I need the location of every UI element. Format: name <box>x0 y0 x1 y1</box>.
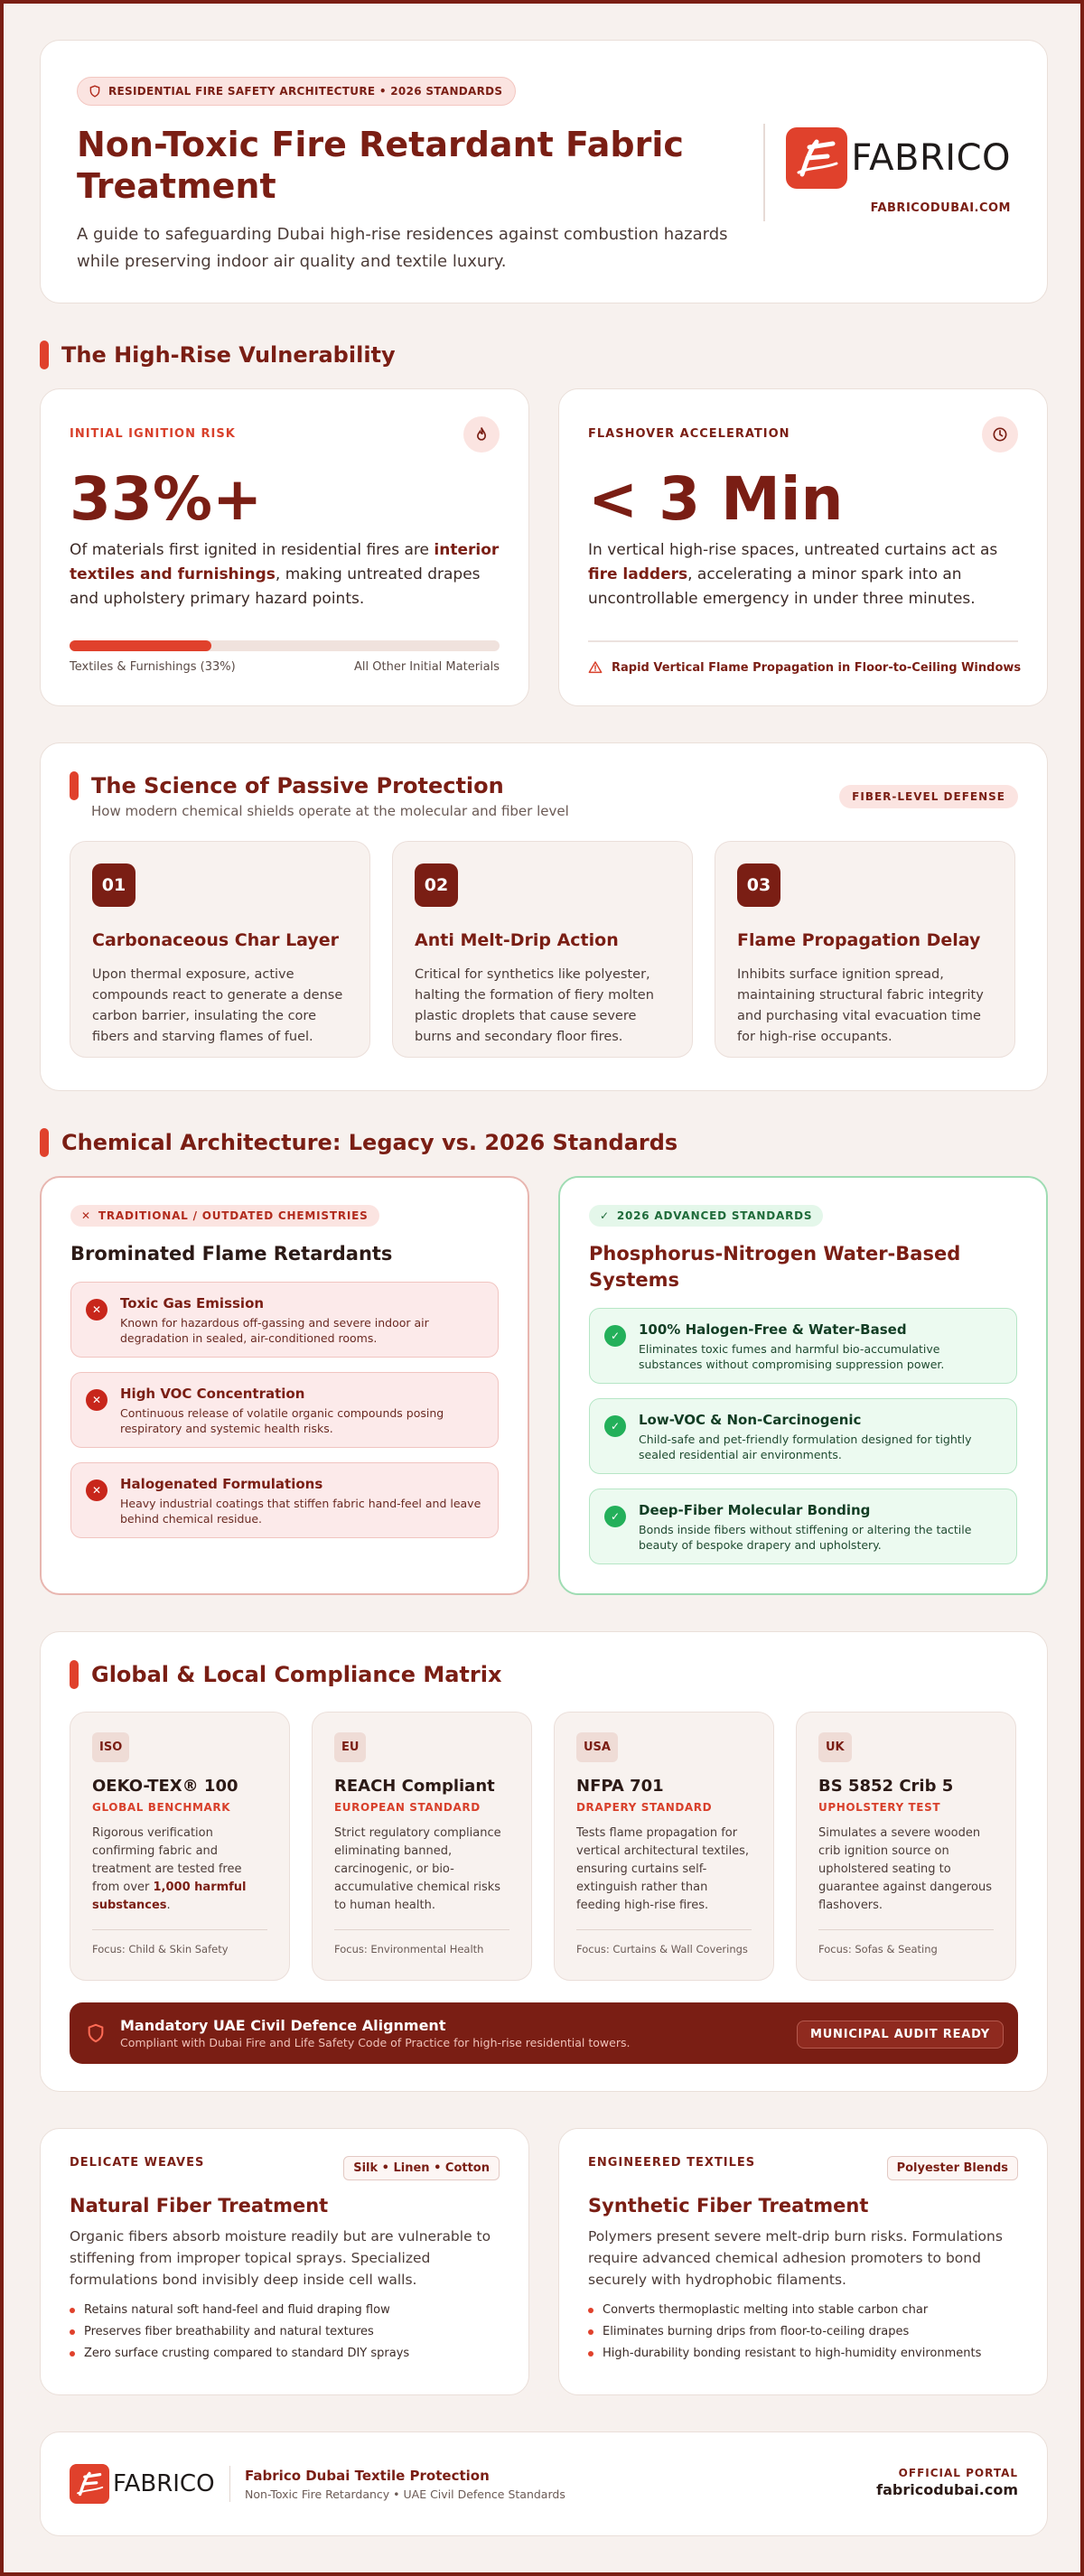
advanced-item <box>589 1398 1017 1474</box>
footer-brand-logo[interactable] <box>70 2464 215 2504</box>
advanced-item <box>589 1489 1017 1564</box>
standard-focus: Focus: Curtains & Wall Coverings <box>576 1929 752 1955</box>
audit-ready-button[interactable]: MUNICIPAL AUDIT READY <box>797 2021 1004 2049</box>
standard-text: Strict regulatory compliance eliminating banned, carcinogenic, or bio-accumulative chemical risks to human health. <box>334 1826 501 1912</box>
science-card-text: Critical for synthetics like polyester, halting the formation of fiery molten plastic droplets that cause severe burns and secondary floor fires. <box>415 967 654 1044</box>
fabrico-logo-icon <box>70 2464 109 2504</box>
step-number: 02 <box>415 863 458 907</box>
heading-accent-bar <box>70 771 79 800</box>
website-link[interactable]: FABRICODUBAI.COM <box>870 201 1011 215</box>
check-icon: ✓ <box>604 1506 626 1527</box>
heading-accent-bar <box>70 1660 79 1689</box>
close-icon: ✕ <box>81 1209 91 1222</box>
standard-name: REACH Compliant <box>334 1777 495 1796</box>
compliance-title: Global & Local Compliance Matrix <box>91 1662 502 1687</box>
flashover-value: < 3 Min <box>588 464 844 534</box>
progress-label-left: Textiles & Furnishings (33%) <box>70 660 236 674</box>
shield-icon <box>86 2023 106 2043</box>
science-card <box>70 841 370 1058</box>
brand-name: FABRICO <box>851 137 1011 179</box>
standard-name: NFPA 701 <box>576 1777 664 1796</box>
fiber-title: Synthetic Fiber Treatment <box>588 2195 869 2217</box>
science-card <box>392 841 693 1058</box>
advanced-item-text: Bonds inside fibers without stiffening or altering the tactile beauty of bespoke drapery and upholstery. <box>639 1523 972 1552</box>
shield-icon <box>89 85 101 98</box>
science-card-title: Carbonaceous Char Layer <box>92 930 340 950</box>
standard-card <box>312 1712 532 1981</box>
footer <box>40 2431 1048 2536</box>
legacy-chip-label: TRADITIONAL / OUTDATED CHEMISTRIES <box>98 1209 369 1222</box>
list-item: Eliminates burning drips from floor-to-ceiling drapes <box>588 2325 1018 2347</box>
flame-icon <box>463 416 500 453</box>
advanced-item-title: Deep-Fiber Molecular Bonding <box>639 1502 871 1518</box>
flashover-warning-text: Rapid Vertical Flame Propagation in Floor-to-Ceiling Windows <box>612 660 1022 675</box>
fiber-text: Organic fibers absorb moisture readily but are vulnerable to stiffening from improper topical sprays. Specialized formulations bond invisibly deep inside cell walls. <box>70 2228 491 2288</box>
ignition-value: 33%+ <box>70 464 263 534</box>
standard-text: Tests flame propagation for vertical architectural textiles, ensuring curtains self-extinguish rather than feeding high-rise fires. <box>576 1826 750 1912</box>
synthetic-fiber-card <box>558 2128 1048 2395</box>
list-item: Zero surface crusting compared to standard DIY sprays <box>70 2347 500 2368</box>
ignition-risk-card <box>40 388 529 706</box>
advanced-chip-label: 2026 ADVANCED STANDARDS <box>616 1209 813 1222</box>
legacy-chemistry-card <box>40 1176 529 1595</box>
legacy-item-text: Heavy industrial coatings that stiffen fabric hand-feel and leave behind chemical residue. <box>120 1497 481 1526</box>
flashover-kicker: FLASHOVER ACCELERATION <box>588 427 790 441</box>
advanced-chemistry-card <box>558 1176 1048 1595</box>
fiber-text: Polymers present severe melt-drip burn risks. Formulations require advanced chemical adhesion promoters to bond securely with hydrophobic filaments. <box>588 2228 1003 2288</box>
science-tag: FIBER-LEVEL DEFENSE <box>839 785 1018 808</box>
advanced-item-text: Child-safe and pet-friendly formulation designed for tightly sealed residential air environments. <box>639 1433 972 1461</box>
science-subtitle: How modern chemical shields operate at the molecular and fiber level <box>91 803 569 819</box>
standard-card <box>554 1712 774 1981</box>
header-divider <box>763 124 765 221</box>
science-card-text: Inhibits surface ignition spread, maintaining structural fabric integrity and purchasing vital evacuation time for high-rise occupants. <box>737 967 984 1044</box>
standard-focus: Focus: Child & Skin Safety <box>92 1929 267 1955</box>
heading-accent-bar <box>40 1128 49 1157</box>
legacy-item <box>70 1372 499 1448</box>
standard-region-code: USA <box>576 1732 618 1762</box>
list-item: Preserves fiber breathability and natural textures <box>70 2325 500 2347</box>
flashover-divider <box>588 640 1018 642</box>
advanced-chip <box>589 1205 823 1227</box>
vulnerability-stats <box>40 388 1048 706</box>
page-lead: A guide to safeguarding Dubai high-rise residences against combustion hazards while preserving indoor air quality and textile luxury. <box>77 225 728 271</box>
standard-name: BS 5852 Crib 5 <box>818 1777 954 1796</box>
fiber-treatments <box>40 2128 1048 2395</box>
standard-card <box>796 1712 1016 1981</box>
check-icon: ✓ <box>600 1209 610 1222</box>
page <box>40 40 1048 2536</box>
hero-card <box>40 40 1048 303</box>
fabrico-logo-icon <box>786 127 847 189</box>
page-title: Non-Toxic Fire Retardant Fabric Treatment <box>77 125 684 206</box>
vulnerability-heading <box>40 340 1048 370</box>
fiber-materials-tag: Polyester Blends <box>887 2156 1018 2180</box>
advanced-heading: Phosphorus-Nitrogen Water-Based Systems <box>589 1243 961 1291</box>
standard-label: DRAPERY STANDARD <box>576 1801 713 1814</box>
advanced-item <box>589 1308 1017 1384</box>
close-icon: ✕ <box>86 1479 107 1501</box>
standard-text: Rigorous verification confirming fabric and treatment are tested free from over 1,000 harmful substances. <box>92 1826 247 1912</box>
science-card-title: Anti Melt-Drip Action <box>415 930 619 950</box>
compliance-section <box>40 1631 1048 2092</box>
fiber-kicker: DELICATE WEAVES <box>70 2156 205 2170</box>
legacy-item-title: High VOC Concentration <box>120 1386 305 1402</box>
ignition-kicker: INITIAL IGNITION RISK <box>70 427 236 441</box>
flashover-card <box>558 388 1048 706</box>
standard-region-code: EU <box>334 1732 366 1762</box>
progress-labels <box>70 660 500 674</box>
standard-label: EUROPEAN STANDARD <box>334 1801 481 1814</box>
standard-text: Simulates a severe wooden crib ignition source on upholstered seating to guarantee against dangerous flashovers. <box>818 1826 993 1912</box>
legacy-item-title: Halogenated Formulations <box>120 1476 323 1492</box>
check-icon: ✓ <box>604 1325 626 1347</box>
brand-logo[interactable] <box>786 127 1011 189</box>
ignition-description: Of materials first ignited in residential fires are interior textiles and furnishings, making untreated drapes and upholstery primary hazard points. <box>70 541 500 608</box>
list-item: High-durability bonding resistant to high-humidity environments <box>588 2347 1018 2368</box>
footer-tagline: Non-Toxic Fire Retardancy • UAE Civil Defence Standards <box>245 2487 565 2501</box>
standards-badge <box>77 77 516 106</box>
advanced-item-title: Low-VOC & Non-Carcinogenic <box>639 1412 862 1428</box>
fiber-kicker: ENGINEERED TEXTILES <box>588 2156 756 2170</box>
standard-name: OEKO-TEX® 100 <box>92 1777 238 1796</box>
fiber-materials-tag: Silk • Linen • Cotton <box>343 2156 500 2180</box>
standard-focus: Focus: Environmental Health <box>334 1929 509 1955</box>
chemistry-heading <box>40 1127 1048 1158</box>
list-item: Retains natural soft hand-feel and fluid draping flow <box>70 2303 500 2325</box>
warning-icon <box>588 660 603 675</box>
science-card <box>715 841 1015 1058</box>
standard-region-code: UK <box>818 1732 852 1762</box>
standard-region-code: ISO <box>92 1732 129 1762</box>
legacy-item-text: Known for hazardous off-gassing and severe indoor air degradation in sealed, air-conditioned rooms. <box>120 1316 429 1345</box>
portal-label: OFFICIAL PORTAL <box>898 2467 1018 2479</box>
close-icon: ✕ <box>86 1299 107 1321</box>
official-portal <box>876 2467 1018 2498</box>
standard-label: UPHOLSTERY TEST <box>818 1801 941 1814</box>
advanced-item-title: 100% Halogen-Free & Water-Based <box>639 1321 907 1338</box>
fiber-title: Natural Fiber Treatment <box>70 2195 329 2217</box>
flashover-description: In vertical high-rise spaces, untreated curtains act as fire ladders, accelerating a minor spark into an uncontrollable emergency in under three minutes. <box>588 541 998 608</box>
standards-badge-label: RESIDENTIAL FIRE SAFETY ARCHITECTURE • 2026 STANDARDS <box>108 85 503 98</box>
legacy-item-title: Toxic Gas Emission <box>120 1295 265 1311</box>
footer-divider <box>229 2466 231 2502</box>
ignition-progress-fill <box>70 640 211 651</box>
legacy-chip <box>70 1205 379 1227</box>
standards-grid <box>70 1712 1018 1981</box>
ignition-progress-bar <box>70 640 500 651</box>
footer-title: Fabrico Dubai Textile Protection <box>245 2467 490 2484</box>
natural-fiber-card <box>40 2128 529 2395</box>
legacy-item-text: Continuous release of volatile organic compounds posing respiratory and systemic health risks. <box>120 1406 444 1435</box>
heading-accent-bar <box>40 341 49 369</box>
legacy-item <box>70 1282 499 1358</box>
fiber-points <box>70 2303 500 2368</box>
uae-alignment-banner <box>70 2002 1018 2064</box>
uae-title: Mandatory UAE Civil Defence Alignment <box>120 2017 446 2034</box>
standard-card <box>70 1712 290 1981</box>
science-section <box>40 742 1048 1091</box>
check-icon: ✓ <box>604 1415 626 1437</box>
flashover-warning <box>588 660 1021 675</box>
fiber-points <box>588 2303 1018 2368</box>
footer-brand-name: FABRICO <box>113 2470 215 2497</box>
close-icon: ✕ <box>86 1389 107 1411</box>
vulnerability-title: The High-Rise Vulnerability <box>61 342 396 368</box>
science-card-title: Flame Propagation Delay <box>737 930 981 950</box>
legacy-heading: Brominated Flame Retardants <box>70 1243 393 1265</box>
chemistry-comparison <box>40 1176 1048 1595</box>
science-cards <box>70 841 1018 1058</box>
chemistry-title: Chemical Architecture: Legacy vs. 2026 Standards <box>61 1130 678 1155</box>
clock-icon <box>982 416 1018 453</box>
legacy-item <box>70 1462 499 1538</box>
compliance-heading <box>70 1659 1018 1690</box>
science-title: The Science of Passive Protection <box>91 773 504 798</box>
standard-focus: Focus: Sofas & Seating <box>818 1929 994 1955</box>
standard-label: GLOBAL BENCHMARK <box>92 1801 231 1814</box>
uae-text: Compliant with Dubai Fire and Life Safety Code of Practice for high-rise residential towers. <box>120 2036 631 2049</box>
step-number: 03 <box>737 863 780 907</box>
advanced-item-text: Eliminates toxic fumes and harmful bio-accumulative substances without compromising suppression power. <box>639 1342 945 1371</box>
list-item: Converts thermoplastic melting into stable carbon char <box>588 2303 1018 2325</box>
science-card-text: Upon thermal exposure, active compounds react to generate a dense carbon barrier, insulating the core fibers and starving flames of fuel. <box>92 967 343 1044</box>
portal-link[interactable]: fabricodubai.com <box>876 2481 1018 2498</box>
step-number: 01 <box>92 863 136 907</box>
progress-label-right: All Other Initial Materials <box>354 660 500 674</box>
